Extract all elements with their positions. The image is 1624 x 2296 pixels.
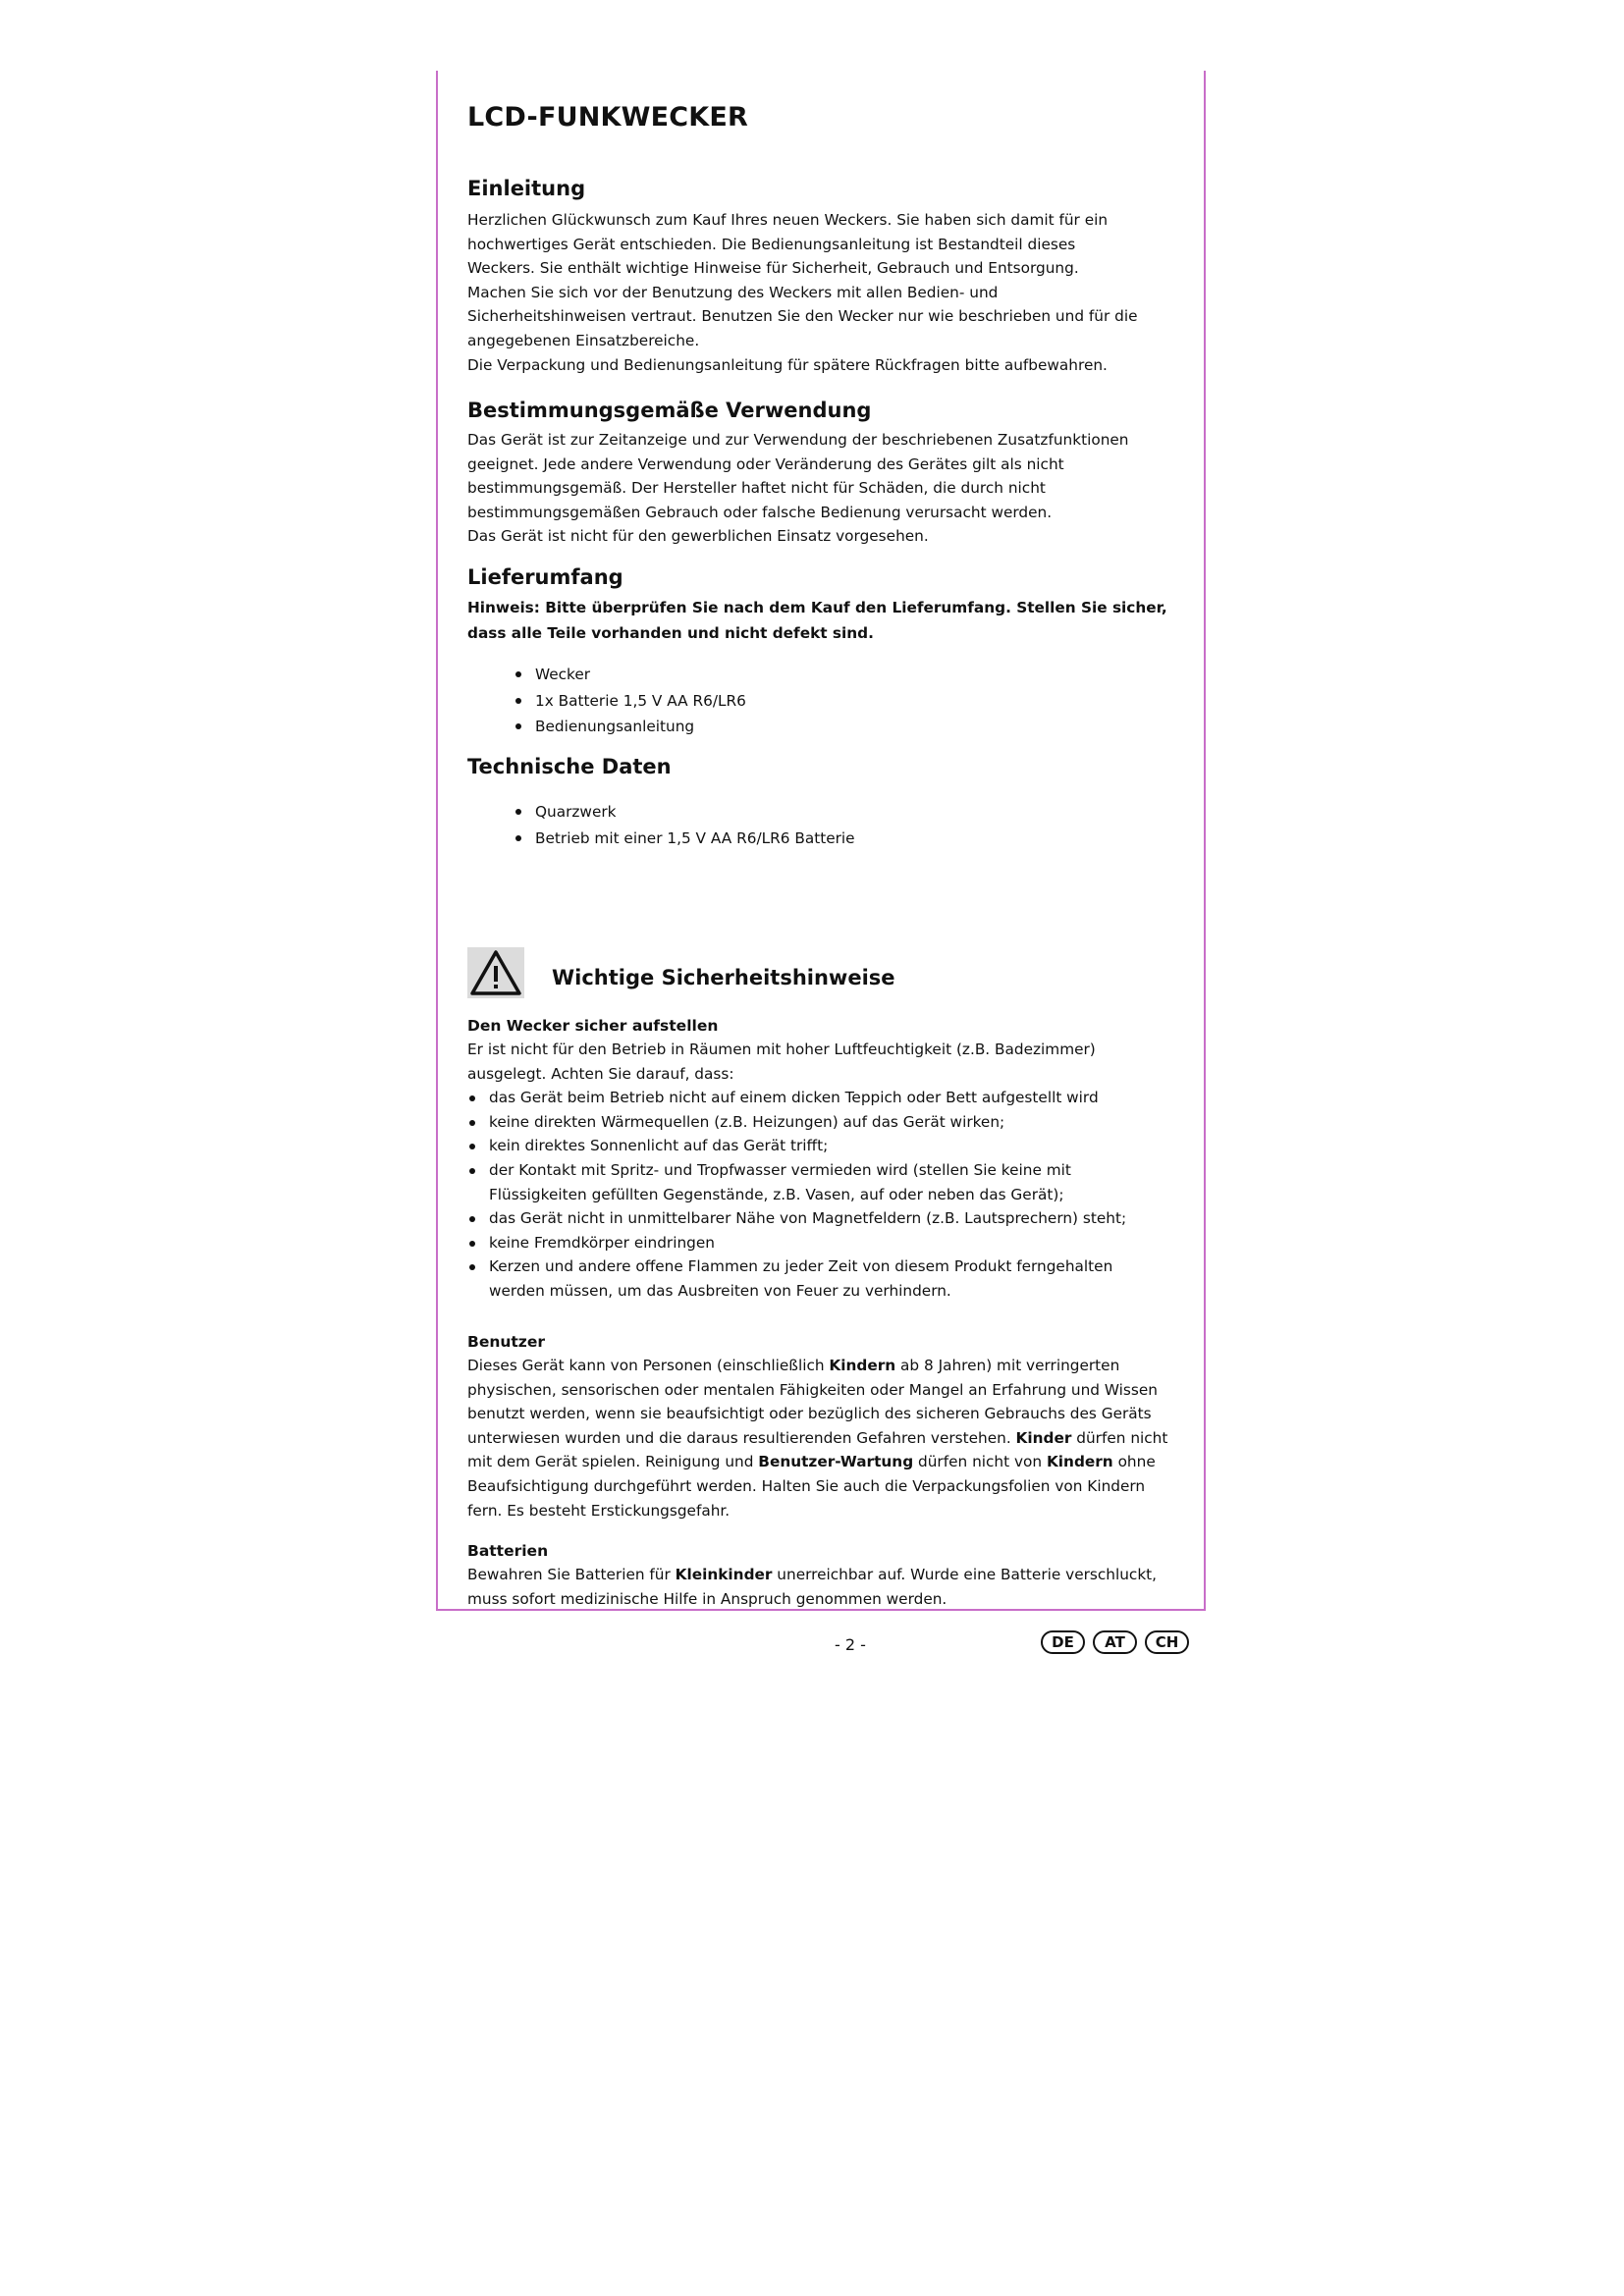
subheading-benutzer: Benutzer xyxy=(467,1333,545,1351)
list-item: keine Fremdkörper eindringen xyxy=(467,1231,1172,1255)
list-item: 1x Batterie 1,5 V AA R6/LR6 xyxy=(514,688,1172,715)
aufstellen-line: ausgelegt. Achten Sie darauf, dass: xyxy=(467,1064,734,1083)
einleitung-line: angegebenen Einsatzbereiche. xyxy=(467,331,700,349)
einleitung-line: Sicherheitshinweisen vertraut. Benutzen Sie den Wecker nur wie beschrieben und für die xyxy=(467,307,1138,326)
page-number: - 2 - xyxy=(835,1635,866,1654)
verwendung-line: bestimmungsgemäß. Der Hersteller haftet nicht für Schäden, die durch nicht xyxy=(467,479,1046,498)
subheading-aufstellen: Den Wecker sicher aufstellen xyxy=(467,1017,719,1035)
lieferumfang-note-line: dass alle Teile vorhanden und nicht defekt sind. xyxy=(467,624,874,642)
aufstellen-line: Er ist nicht für den Betrieb in Räumen mit hoher Luftfeuchtigkeit (z.B. Badezimmer) xyxy=(467,1041,1096,1058)
einleitung-line: hochwertiges Gerät entschieden. Die Bedienungsanleitung ist Bestandteil dieses xyxy=(467,235,1076,253)
lieferumfang-note xyxy=(467,595,1172,646)
heading-lieferumfang: Lieferumfang xyxy=(467,565,623,589)
list-item: kein direktes Sonnenlicht auf das Gerät trifft; xyxy=(467,1134,1172,1158)
technische-daten-list xyxy=(514,799,1172,851)
verwendung-text xyxy=(467,428,1172,549)
verwendung-line: geeignet. Jede andere Verwendung oder Veränderung des Gerätes gilt als nicht xyxy=(467,454,1064,473)
einleitung-line: Die Verpackung und Bedienungsanleitung für spätere Rückfragen bitte aufbewahren. xyxy=(467,355,1108,374)
verwendung-line: Das Gerät ist zur Zeitanzeige und zur Verwendung der beschriebenen Zusatzfunktionen xyxy=(467,431,1129,449)
aufstellen-section xyxy=(467,1015,1172,1304)
heading-verwendung: Bestimmungsgemäße Verwendung xyxy=(467,399,872,422)
list-item: der Kontakt mit Spritz- und Tropfwasser vermieden wird (stellen Sie keine mit Flüssigkeiten gefüllten Gegenstände, z.B. Vasen, auf oder neben das Gerät); xyxy=(467,1158,1172,1206)
manual-page xyxy=(436,71,1206,1654)
country-badge-at: AT xyxy=(1093,1630,1137,1654)
page-title: LCD-FUNKWECKER xyxy=(467,102,749,133)
einleitung-line: Weckers. Sie enthält wichtige Hinweise für Sicherheit, Gebrauch und Entsorgung. xyxy=(467,259,1079,278)
heading-einleitung: Einleitung xyxy=(467,177,586,200)
batterien-section xyxy=(467,1540,1172,1611)
benutzer-section xyxy=(467,1331,1172,1522)
lieferumfang-note-line: Hinweis: Bitte überprüfen Sie nach dem Kauf den Lieferumfang. Stellen Sie sicher, xyxy=(467,599,1167,616)
country-badge-de: DE xyxy=(1041,1630,1085,1654)
heading-technische-daten: Technische Daten xyxy=(467,755,672,778)
batterien-text: Bewahren Sie Batterien für Kleinkinder unerreichbar auf. Wurde eine Batterie verschluckt, muss sofort medizinische Hilfe in Anspruch genommen werden. xyxy=(467,1566,1158,1608)
benutzer-text: Dieses Gerät kann von Personen (einschließlich Kindern ab 8 Jahren) mit verringerten physischen, sensorischen oder mentalen Fähigkeiten oder Mangel an Erfahrung und Wissen benutzt werden, wenn sie beaufsichtigt oder bezüglich des sicheren Gebrauchs des Geräts unterwiesen wurden und die daraus resultierenden Gefahren verstehen. Kinder dürfen nicht mit dem Gerät spielen. Reinigung und Benutzer-Wartung dürfen nicht von Kindern ohne Beaufsichtigung durchgeführt werden. Halten Sie auch die Verpackungsfolien von Kindern fern. Es besteht Erstickungsgefahr. xyxy=(467,1357,1168,1520)
list-item: Betrieb mit einer 1,5 V AA R6/LR6 Batterie xyxy=(514,826,1172,852)
list-item: das Gerät beim Betrieb nicht auf einem dicken Teppich oder Bett aufgestellt wird xyxy=(467,1086,1172,1110)
country-badge-ch: CH xyxy=(1145,1630,1189,1654)
lieferumfang-list xyxy=(514,662,1172,740)
list-item: Wecker xyxy=(514,662,1172,688)
warning-triangle-icon xyxy=(467,947,524,998)
heading-sicherheit: Wichtige Sicherheitshinweise xyxy=(552,966,895,989)
einleitung-text xyxy=(467,208,1172,377)
subheading-batterien: Batterien xyxy=(467,1542,549,1560)
list-item: Kerzen und andere offene Flammen zu jeder Zeit von diesem Produkt ferngehalten werden müssen, um das Ausbreiten von Feuer zu verhindern. xyxy=(467,1255,1172,1303)
list-item: das Gerät nicht in unmittelbarer Nähe von Magnetfeldern (z.B. Lautsprechern) steht; xyxy=(467,1206,1172,1231)
list-item: Bedienungsanleitung xyxy=(514,714,1172,740)
aufstellen-list xyxy=(467,1086,1172,1303)
list-item: keine direkten Wärmequellen (z.B. Heizungen) auf das Gerät wirken; xyxy=(467,1110,1172,1135)
einleitung-line: Herzlichen Glückwunsch zum Kauf Ihres neuen Weckers. Sie haben sich damit für ein xyxy=(467,211,1109,229)
country-badges xyxy=(1041,1630,1189,1654)
list-item: Quarzwerk xyxy=(514,799,1172,826)
einleitung-line: Machen Sie sich vor der Benutzung des Weckers mit allen Bedien- und xyxy=(467,283,999,301)
verwendung-line: bestimmungsgemäßen Gebrauch oder falsche Bedienung verursacht werden. xyxy=(467,503,1053,521)
verwendung-line: Das Gerät ist nicht für den gewerblichen Einsatz vorgesehen. xyxy=(467,527,929,546)
